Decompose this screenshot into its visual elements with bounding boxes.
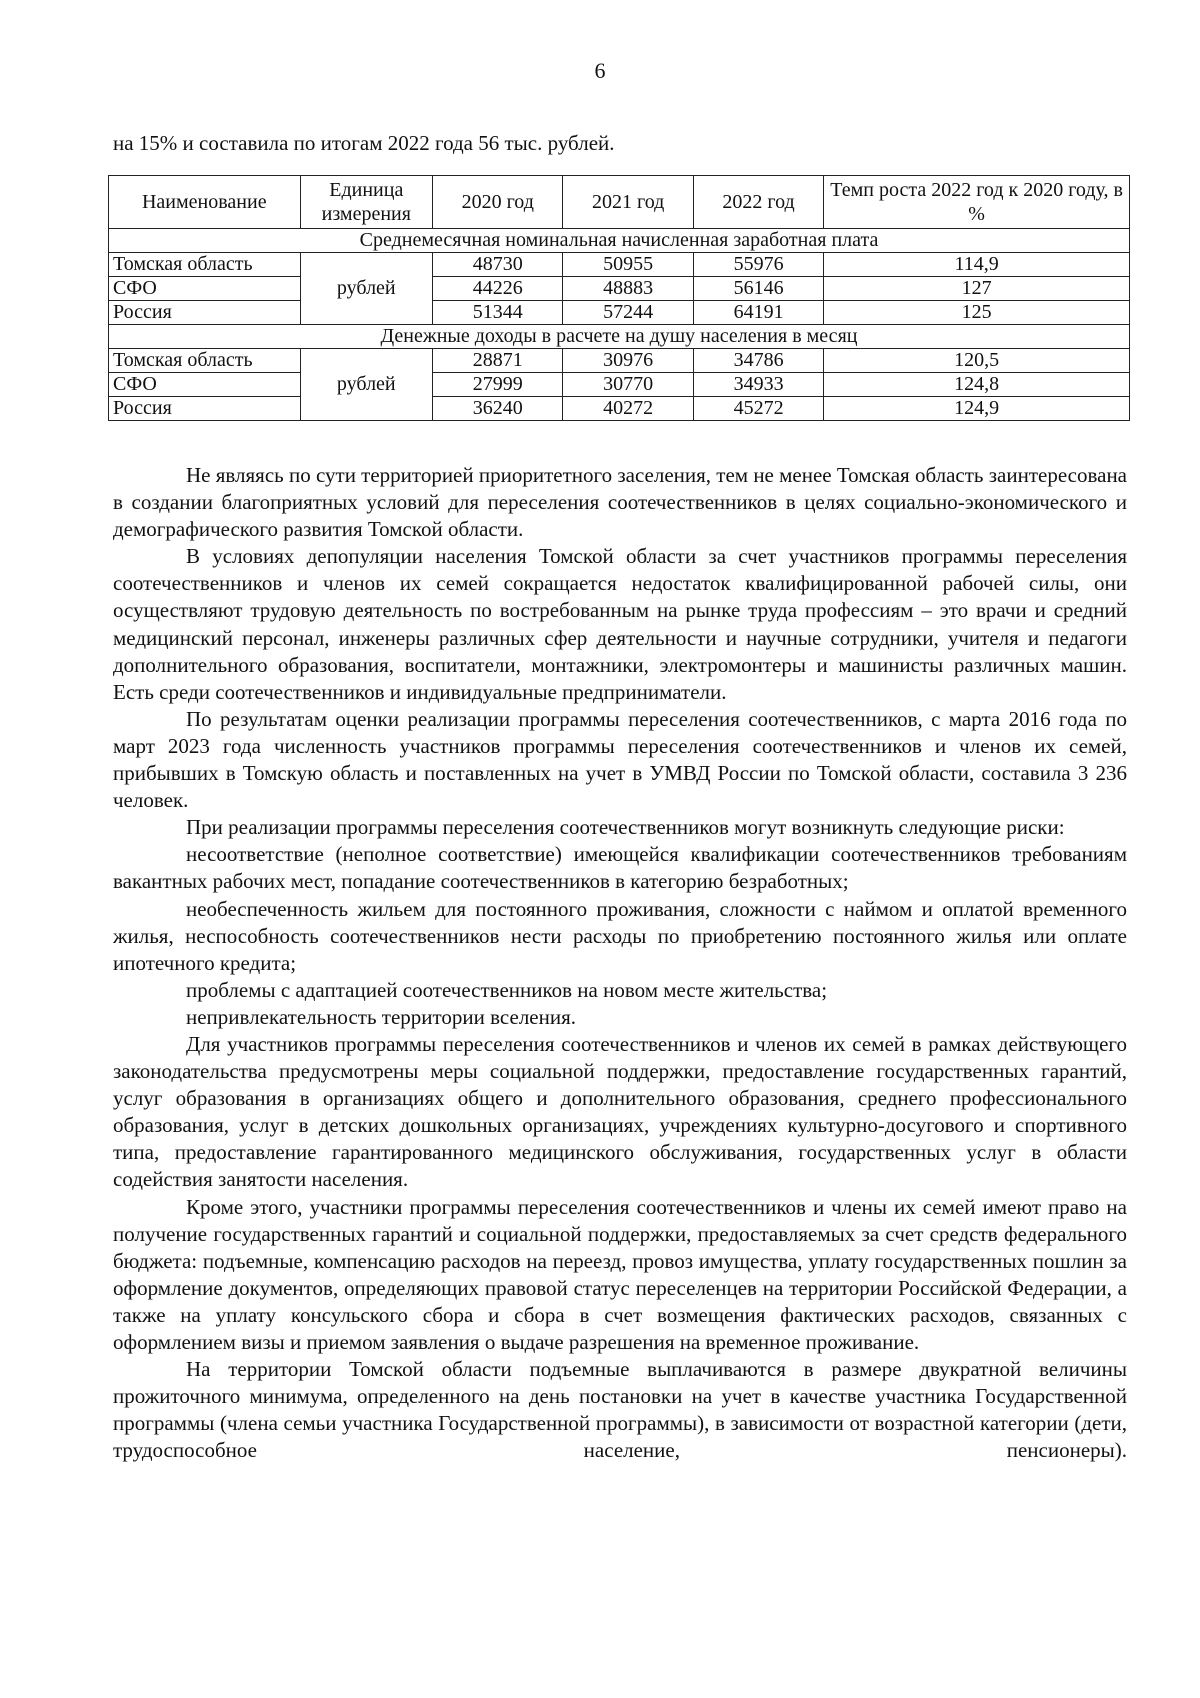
- value-2020: 44226: [433, 277, 563, 301]
- unit-cell: рублей: [300, 349, 432, 421]
- paragraph: Кроме этого, участники программы переселения соотечественников и члены их семей имеют право на получение государственных гарантий и социальной поддержки, предоставляемых за счет средств федерального бюджета: подъемные, компенсацию расходов на переезд, провоз имущества, уплату государственных пошлин за оформление документов, определяющих правовой статус переселенцев на территории Российской Федерации, а также на уплату консульского сбора и сбора в счет возмещения фактических расходов, связанных с оформлением визы и приемом заявления о выдаче разрешения на временное проживание.: [113, 1194, 1127, 1354]
- header-unit: Единица измерения: [300, 176, 432, 229]
- value-2022: 34786: [693, 349, 823, 373]
- value-growth: 127: [824, 277, 1130, 301]
- table-row: [109, 253, 1130, 277]
- paragraph: проблемы с адаптацией соотечественников на новом месте жительства;: [186, 977, 828, 1002]
- section-title: Среднемесячная номинальная начисленная заработная плата: [109, 229, 1130, 253]
- value-2021: 30770: [563, 373, 693, 397]
- row-name: Томская область: [109, 253, 301, 277]
- table-header-row: [109, 176, 1130, 229]
- paragraph: непривлекательность территории вселения.: [186, 1004, 577, 1029]
- paragraph: необеспеченность жильем для постоянного проживания, сложности с наймом и оплатой временного жилья, неспособность соотечественников нести расходы по приобретению постоянного жилья или оплате ипотечного кредита;: [113, 896, 1127, 975]
- value-2022: 64191: [693, 301, 823, 325]
- value-2020: 51344: [433, 301, 563, 325]
- value-2022: 34933: [693, 373, 823, 397]
- row-name: Россия: [109, 301, 301, 325]
- value-2021: 30976: [563, 349, 693, 373]
- section-title: Денежные доходы в расчете на душу населения в месяц: [109, 325, 1130, 349]
- row-name: СФО: [109, 277, 301, 301]
- section-title-row: [109, 325, 1130, 349]
- value-2020: 36240: [433, 397, 563, 421]
- table-row: [109, 277, 1130, 301]
- value-growth: 114,9: [824, 253, 1130, 277]
- intro-line: на 15% и составила по итогам 2022 года 56 тыс. рублей.: [113, 131, 615, 155]
- header-name: Наименование: [109, 176, 301, 229]
- page-number: 6: [594, 58, 606, 83]
- value-2021: 50955: [563, 253, 693, 277]
- value-growth: 124,9: [824, 397, 1130, 421]
- value-growth: 125: [824, 301, 1130, 325]
- value-2020: 27999: [433, 373, 563, 397]
- value-2021: 48883: [563, 277, 693, 301]
- body-text: [113, 462, 1127, 1464]
- header-2022: 2022 год: [693, 176, 823, 229]
- table-row: [109, 349, 1130, 373]
- paragraph: несоответствие (неполное соответствие) имеющейся квалификации соотечественников требованиям вакантных рабочих мест, попадание соотечественников в категорию безработных;: [113, 842, 1127, 894]
- table-row: [109, 373, 1130, 397]
- section-title-row: [109, 229, 1130, 253]
- unit-cell: рублей: [300, 253, 432, 325]
- value-2021: 40272: [563, 397, 693, 421]
- paragraph: При реализации программы переселения соотечественников могут возникнуть следующие риски:: [186, 815, 1065, 840]
- value-2022: 56146: [693, 277, 823, 301]
- paragraph: В условиях депопуляции населения Томской области за счет участников программы переселения соотечественников и членов их семей сокращается недостаток квалифицированной рабочей силы, они осуществляют трудовую деятельность по востребованным на рынке труда профессиям – это врачи и средний медицинский персонал, инженеры различных сфер деятельности и научные сотрудники, учителя и педагоги дополнительного образования, воспитатели, монтажники, электромонтеры и машинисты различных машин. Есть среди соотечественников и индивидуальные предприниматели.: [113, 544, 1127, 704]
- table-row: [109, 397, 1130, 421]
- table-row: [109, 301, 1130, 325]
- row-name: Россия: [109, 397, 301, 421]
- value-2020: 28871: [433, 349, 563, 373]
- income-table: [108, 175, 1130, 421]
- value-2020: 48730: [433, 253, 563, 277]
- value-growth: 120,5: [824, 349, 1130, 373]
- row-name: СФО: [109, 373, 301, 397]
- value-2022: 55976: [693, 253, 823, 277]
- paragraph: Не являясь по сути территорией приоритетного заселения, тем не менее Томская область заинтересована в создании благоприятных условий для переселения соотечественников в целях социально-экономического и демографического развития Томской области.: [113, 463, 1128, 542]
- header-growth: Темп роста 2022 год к 2020 году, в %: [824, 176, 1130, 229]
- paragraph: По результатам оценки реализации программы переселения соотечественников, с марта 2016 года по март 2023 года численность участников программы переселения соотечественников и членов их семей, прибывших в Томскую область и поставленных на учет в УМВД России по Томской области, составила 3 236 человек.: [113, 706, 1127, 813]
- value-2022: 45272: [693, 397, 823, 421]
- paragraph: Для участников программы переселения соотечественников и членов их семей в рамках действующего законодательства предусмотрены меры социальной поддержки, предоставление государственных гарантий, услуг образования в организациях общего и дополнительного образования, среднего профессионального образования, услуг в детских дошкольных организациях, учреждениях культурно-досугового и спортивного типа, предоставление гарантированного медицинского обслуживания, государственных услуг в области содействия занятости населения.: [113, 1031, 1127, 1192]
- value-growth: 124,8: [824, 373, 1130, 397]
- paragraph: На территории Томской области подъемные выплачиваются в размере двукратной величины прожиточного минимума, определенного на день постановки на учет в качестве участника Государственной программы (члена семьи участника Государственной программы), в зависимости от возрастной категории (дети, трудоспособное население, пенсионеры).: [113, 1357, 1127, 1463]
- row-name: Томская область: [109, 349, 301, 373]
- value-2021: 57244: [563, 301, 693, 325]
- header-2021: 2021 год: [563, 176, 693, 229]
- header-2020: 2020 год: [433, 176, 563, 229]
